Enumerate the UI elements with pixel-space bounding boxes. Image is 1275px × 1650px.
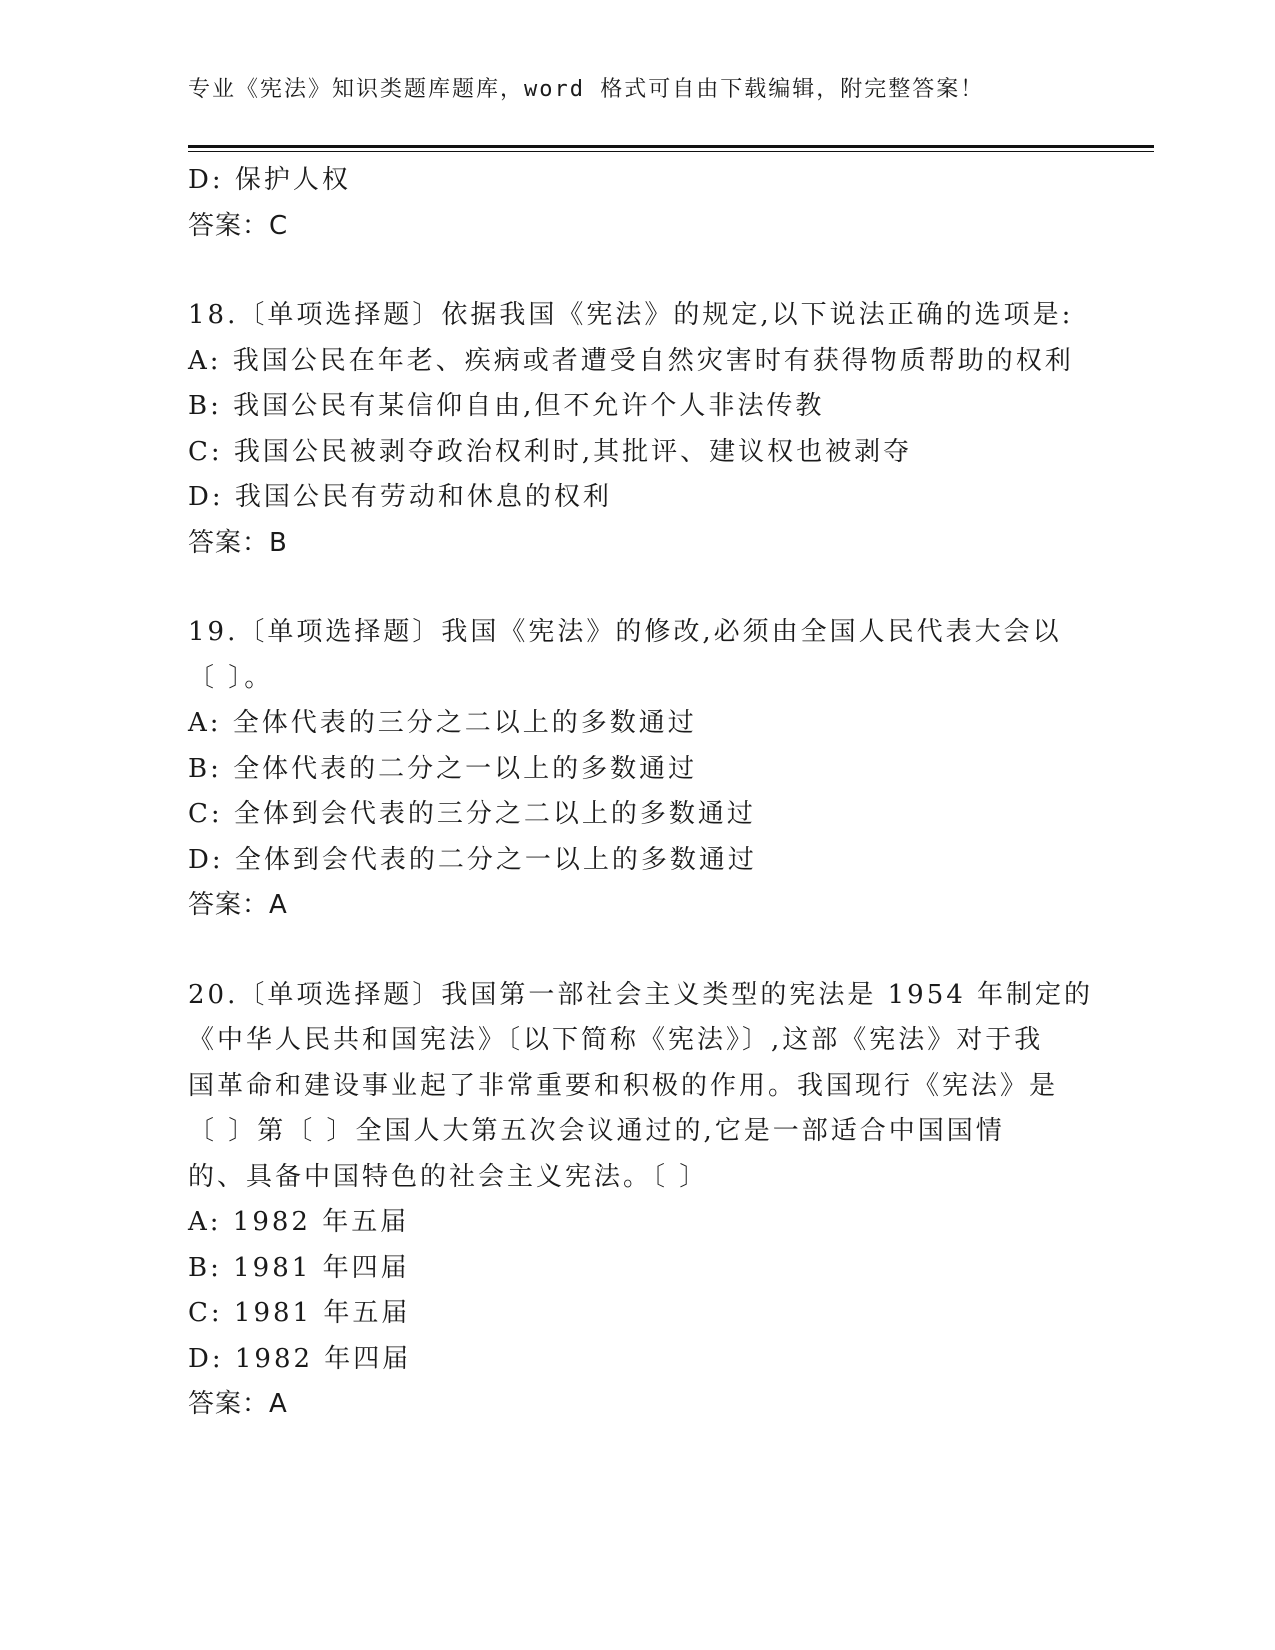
- q19-stem-line-1: 19.〔单项选择题〕我国《宪法》的修改,必须由全国人民代表大会以: [188, 617, 1062, 647]
- q20-stem-line-5: 的、具备中国特色的社会主义宪法。〔 〕: [188, 1161, 709, 1192]
- q20-option-b: B: 1981 年四届: [188, 1252, 410, 1283]
- spacer: [188, 929, 1088, 973]
- q18-answer: 答案：B: [188, 527, 288, 558]
- prev-answer: 答案：C: [188, 210, 289, 241]
- q19-option-b: B: 全体代表的二分之一以上的多数通过: [188, 753, 698, 784]
- q20-stem-line-3: 国革命和建设事业起了非常重要和积极的作用。我国现行《宪法》是: [188, 1070, 1059, 1101]
- q20-stem-line-2: 《中华人民共和国宪法》〔以下简称《宪法》〕,这部《宪法》对于我: [188, 1025, 1044, 1055]
- q20-stem-line-1: 20.〔单项选择题〕我国第一部社会主义类型的宪法是 1954 年制定的: [188, 979, 1094, 1010]
- q19-option-c: C: 全体到会代表的三分之二以上的多数通过: [188, 799, 756, 829]
- q20-stem-line-4: 〔 〕第〔 〕全国人大第五次会议通过的,它是一部适合中国国情: [188, 1116, 1005, 1146]
- q18-option-b: B: 我国公民有某信仰自由,但不允许个人非法传教: [188, 391, 825, 421]
- q19-option-d: D: 全体到会代表的二分之一以上的多数通过: [188, 844, 757, 875]
- spacer: [188, 566, 1088, 610]
- q20-option-c: C: 1981 年五届: [188, 1298, 411, 1328]
- spacer: [188, 249, 1088, 293]
- q19-option-a: A: 全体代表的三分之二以上的多数通过: [188, 708, 697, 738]
- header-divider-thin: [188, 151, 1154, 152]
- q19-answer: 答案：A: [188, 890, 288, 920]
- q18-stem: 18.〔单项选择题〕依据我国《宪法》的规定,以下说法正确的选项是:: [188, 300, 1074, 330]
- page-header: 专业《宪法》知识类题库题库，word 格式可自由下载编辑，附完整答案！: [188, 77, 985, 102]
- q18-option-a: A: 我国公民在年老、疾病或者遭受自然灾害时有获得物质帮助的权利: [188, 345, 1074, 376]
- prev-option-d: D: 保护人权: [188, 165, 351, 195]
- q20-answer: 答案：A: [188, 1389, 288, 1419]
- q20-option-d: D: 1982 年四届: [188, 1343, 412, 1374]
- q20-option-a: A: 1982 年五届: [188, 1207, 410, 1237]
- header-divider: [188, 145, 1154, 148]
- q19-stem-line-2: 〔 〕。: [188, 662, 274, 693]
- q18-option-d: D: 我国公民有劳动和休息的权利: [188, 482, 612, 512]
- q18-option-c: C: 我国公民被剥夺政治权利时,其批评、建议权也被剥夺: [188, 436, 913, 467]
- document-body: [188, 158, 1094, 1428]
